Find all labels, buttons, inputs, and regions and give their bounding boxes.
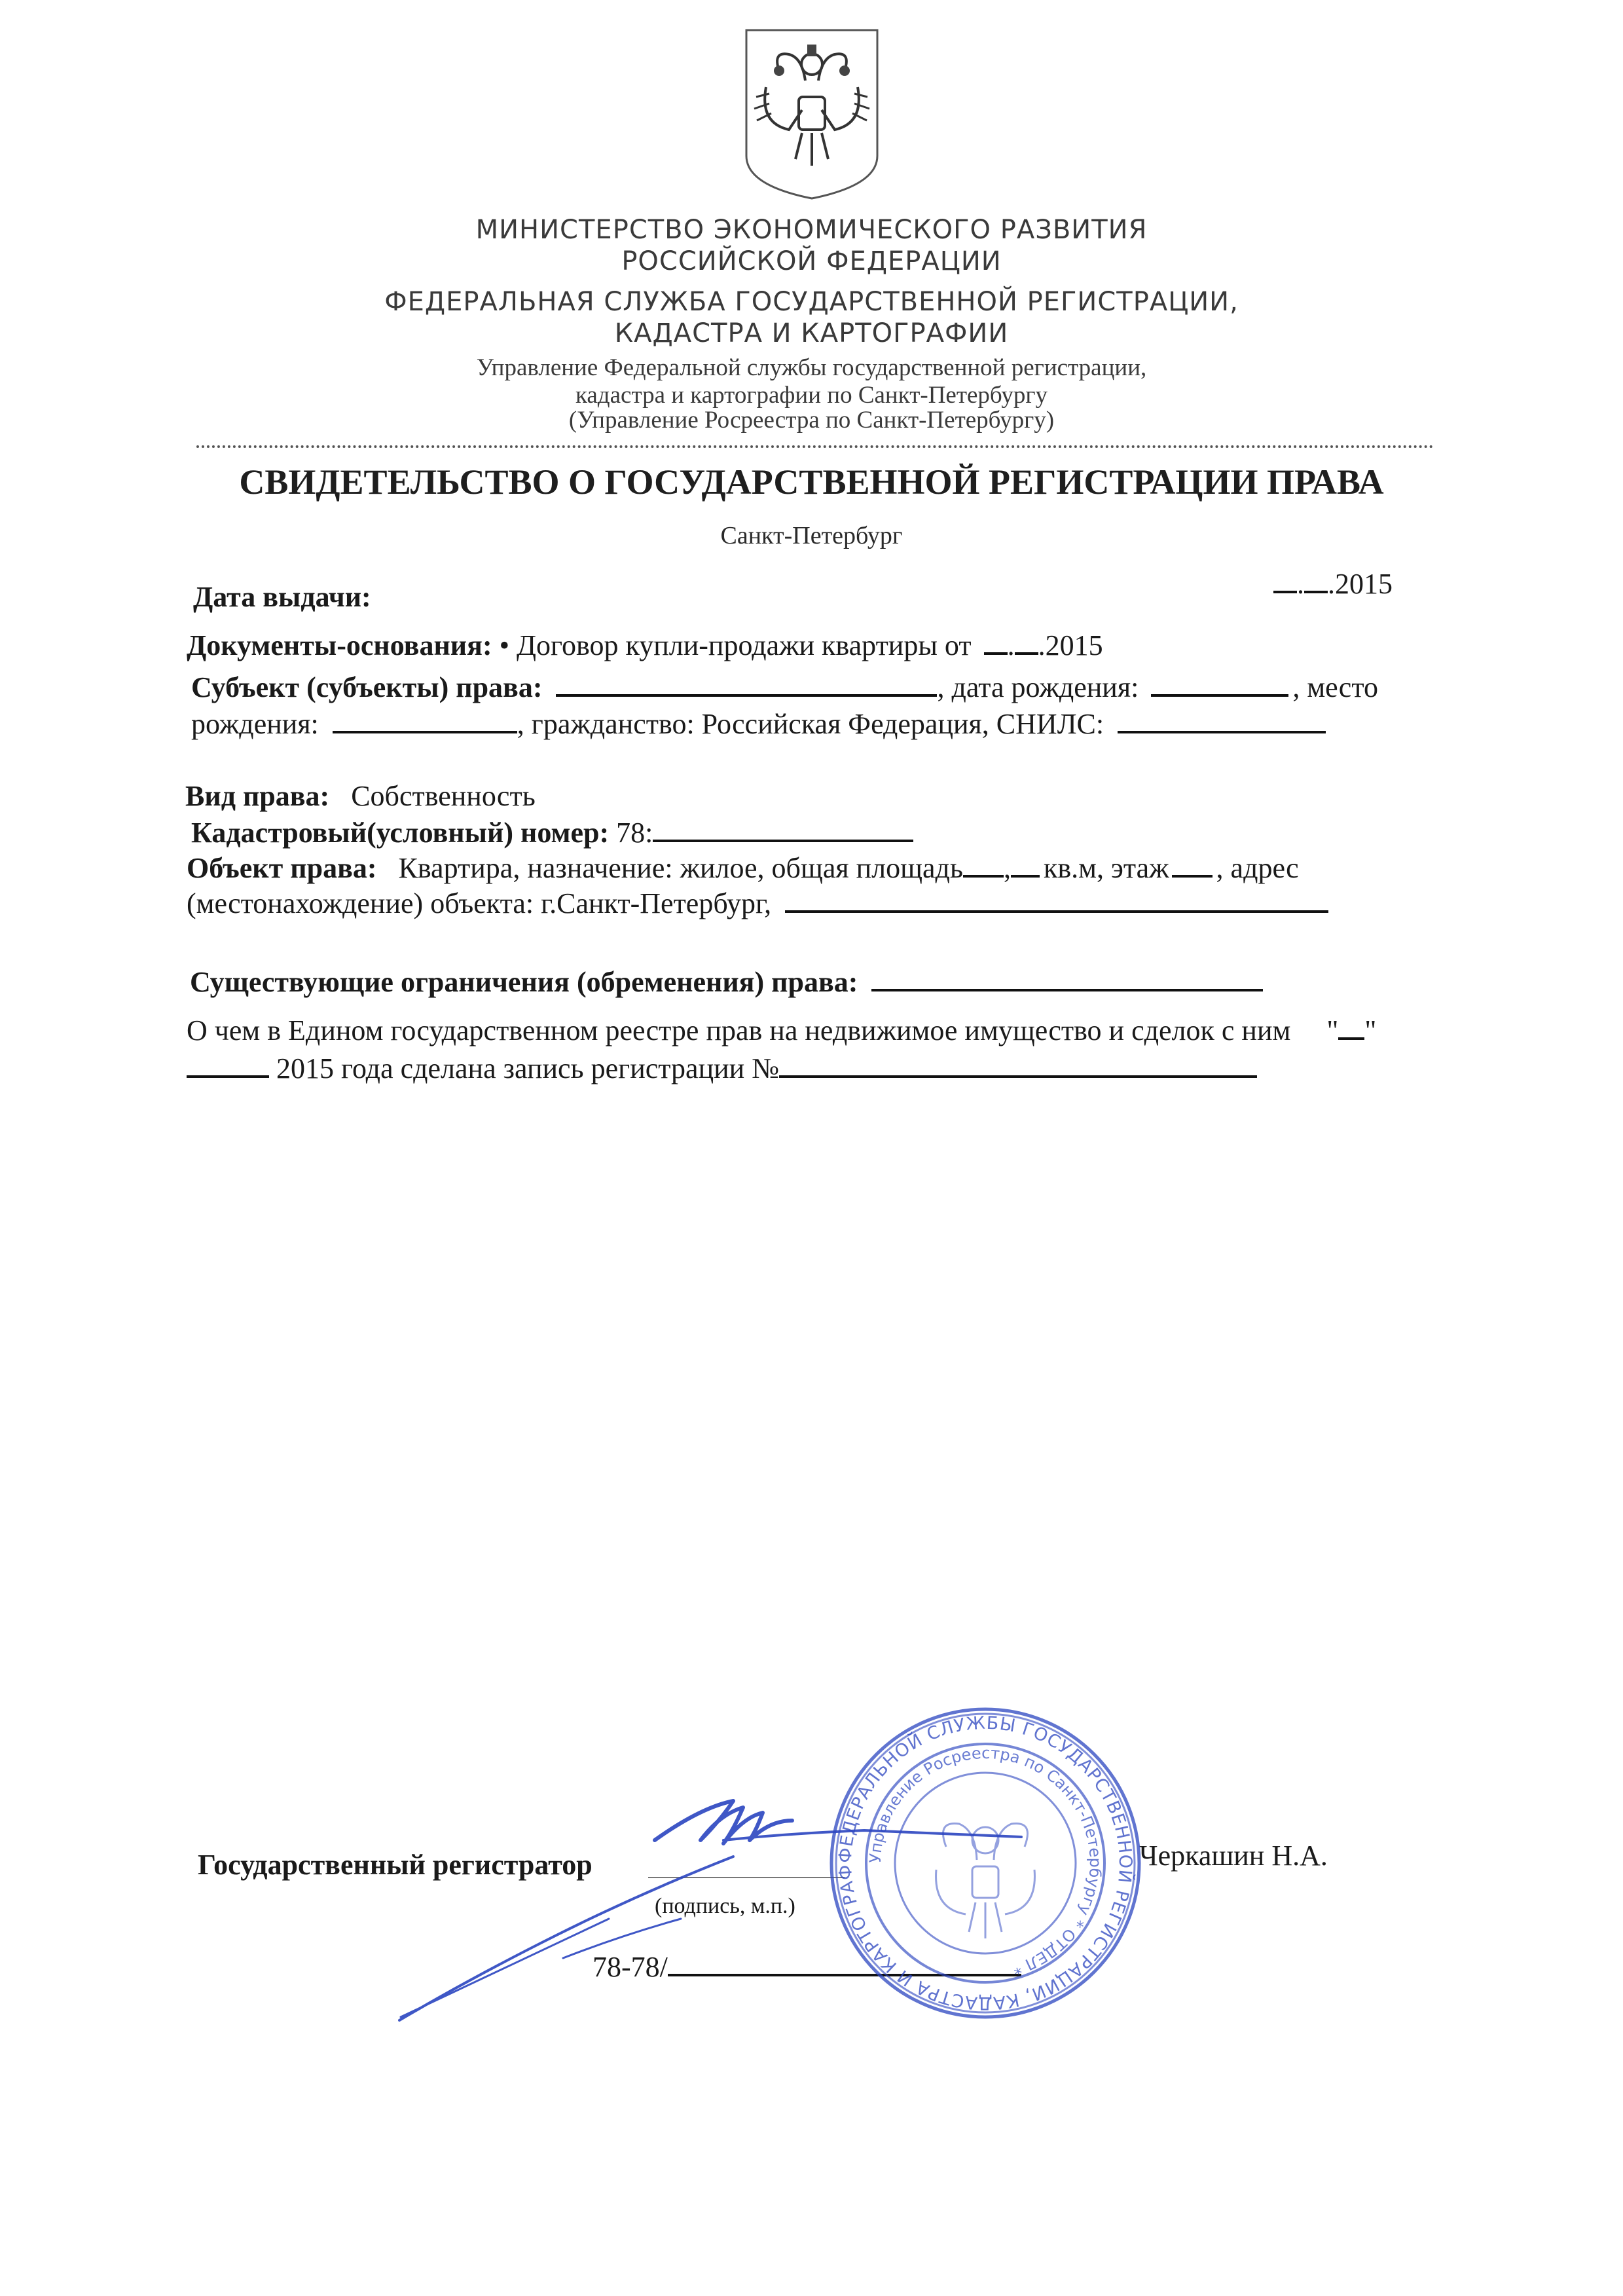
- header-divider: [196, 445, 1434, 448]
- registry-line-1: [187, 1014, 1376, 1048]
- office-line-1: Управление Федеральной службы государственной регистрации,: [476, 354, 1147, 381]
- subject-label: Субъект (субъекты) права:: [191, 671, 543, 703]
- object-sep: ,: [1003, 852, 1011, 884]
- document-title: СВИДЕТЕЛЬСТВО О ГОСУДАРСТВЕННОЙ РЕГИСТРАЦИИ ПРАВА: [239, 462, 1384, 502]
- restrictions-label: Существующие ограничения (обременения) права:: [190, 966, 858, 998]
- double-headed-eagle-emblem-icon: [740, 25, 884, 202]
- docs-bullet: •: [499, 629, 510, 661]
- ministry-line-1: МИНИСТЕРСТВО ЭКОНОМИЧЕСКОГО РАЗВИТИЯ: [475, 215, 1148, 245]
- issue-date-value: . .2015: [1273, 567, 1393, 601]
- object-unit: кв.м, этаж: [1043, 852, 1169, 884]
- right-type-value: Собственность: [351, 780, 536, 812]
- birth-place-label-2: рождения:: [191, 708, 319, 740]
- ministry-line-2: РОССИЙСКОЙ ФЕДЕРАЦИИ: [621, 246, 1002, 276]
- birth-date-label: , дата рождения:: [937, 671, 1139, 703]
- docs-basis-year: .2015: [1038, 629, 1103, 661]
- registry-text-1: О чем в Едином государственном реестре прав на недвижимое имущество и сделок с ним: [187, 1014, 1291, 1046]
- subject-line-2: [191, 707, 1326, 741]
- coat-of-arms: [740, 25, 884, 202]
- birth-place-label: , место: [1292, 671, 1378, 703]
- cadastral-line: [191, 816, 913, 850]
- registry-line-2: [187, 1052, 1257, 1086]
- object-address-label: , адрес: [1216, 852, 1299, 884]
- object-label: Объект права:: [187, 852, 377, 884]
- registrar-label: Государственный регистратор: [198, 1849, 593, 1881]
- cadastral-label: Кадастровый(условный) номер:: [191, 817, 610, 849]
- subject-line-1: [191, 671, 1378, 705]
- right-type-label: Вид права:: [185, 780, 330, 812]
- right-type-line: [185, 779, 536, 813]
- service-line-1: ФЕДЕРАЛЬНАЯ СЛУЖБА ГОСУДАРСТВЕННОЙ РЕГИСТРАЦИИ,: [384, 287, 1239, 317]
- cadastral-prefix: 78:: [616, 817, 653, 849]
- form-number: 78-78/: [593, 1951, 668, 1983]
- object-text-2: (местонахождение) объекта: г.Санкт-Петербург,: [187, 887, 772, 919]
- handwritten-signature: [393, 1794, 1048, 2030]
- object-text-1: Квартира, назначение: жилое, общая площадь: [398, 852, 963, 884]
- office-line-2: кадастра и картографии по Санкт-Петербургу: [575, 382, 1048, 409]
- service-line-2: КАДАСТРА И КАРТОГРАФИИ: [614, 318, 1009, 348]
- object-line-2: [187, 887, 1328, 921]
- docs-basis-text: Договор купли-продажи квартиры от: [517, 629, 972, 661]
- registry-text-2: 2015 года сделана запись регистрации №: [276, 1052, 780, 1084]
- issue-date-label: Дата выдачи:: [193, 581, 371, 613]
- document-city: Санкт-Петербург: [720, 522, 903, 549]
- restrictions-line: [190, 965, 1263, 999]
- docs-basis-line: Документы-основания: • Договор купли-продажи квартиры от . .2015: [187, 629, 1103, 661]
- svg-text:Управление Росреестра по Санкт: Управление Росреестра по Санкт-Петербургу * ОТДЕЛ *: [866, 1743, 1105, 1979]
- registrar-name: Черкашин Н.А.: [1139, 1840, 1328, 1872]
- docs-basis-label: Документы-основания:: [187, 629, 492, 661]
- object-line-1: [187, 851, 1299, 885]
- registry-quote-close: ": [1364, 1014, 1377, 1046]
- sign-caption: (подпись, м.п.): [655, 1894, 795, 1918]
- office-line-3: (Управление Росреестра по Санкт-Петербургу): [568, 407, 1055, 434]
- issue-date-year: .2015: [1328, 568, 1393, 600]
- citizenship-text: , гражданство: Российская Федерация, СНИЛС:: [517, 708, 1104, 740]
- svg-text:ФЕДЕРАЛЬНОЙ СЛУЖБЫ ГОСУДАРСТВЕ: ФЕДЕРАЛЬНОЙ СЛУЖБЫ ГОСУДАРСТВЕННОЙ РЕГИСТРАЦИИ, КАДАСТРА И КАРТОГРАФ: [835, 1713, 1136, 2014]
- registry-quote-open: ": [1326, 1014, 1339, 1046]
